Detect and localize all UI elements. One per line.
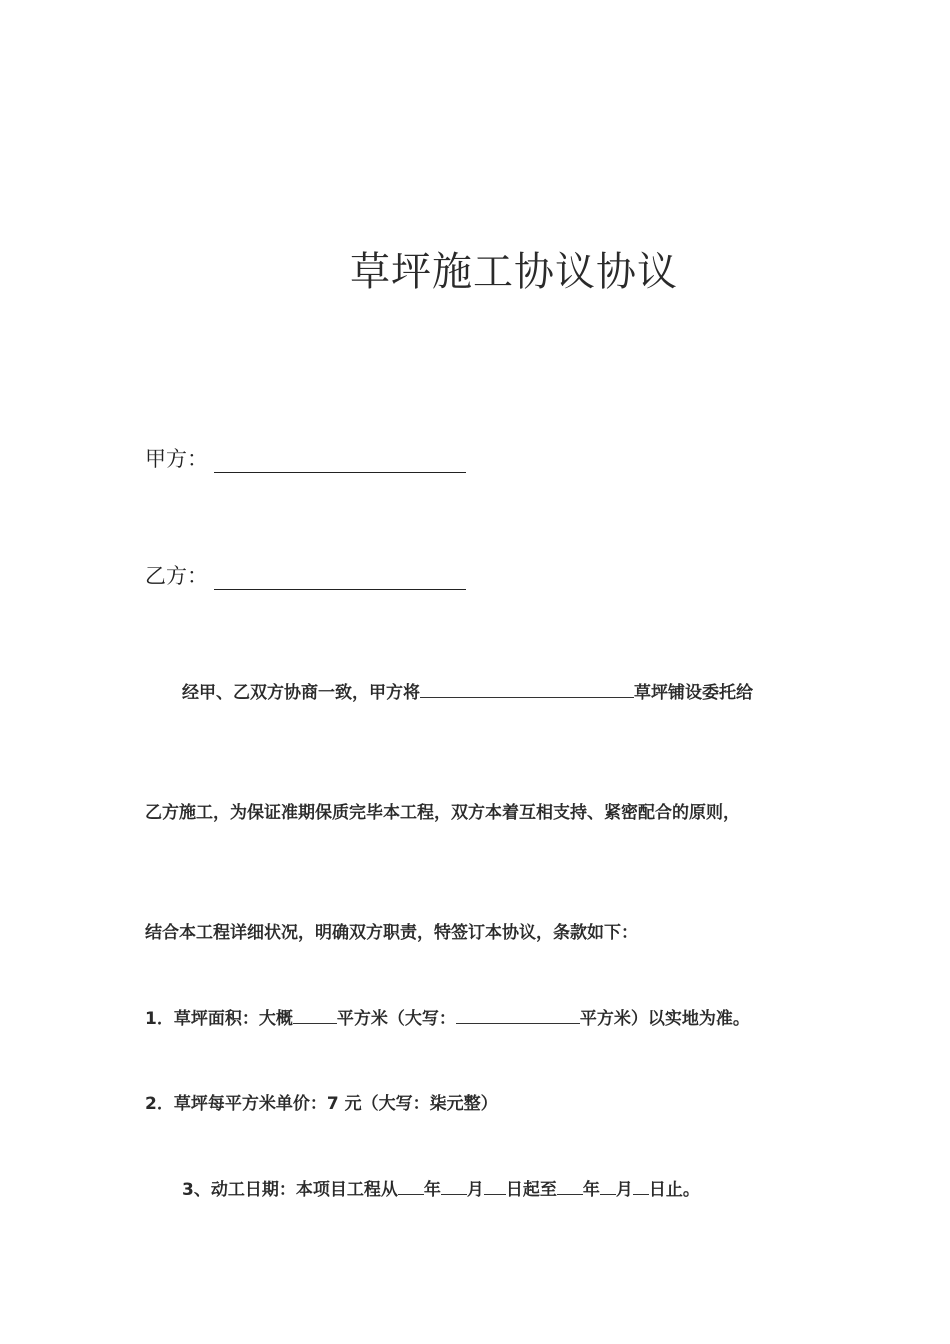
party-b-blank [214, 567, 466, 590]
clause-3-year2: 年 [582, 1180, 600, 1200]
intro-line-1 [182, 678, 753, 703]
party-a-label: 甲方： [145, 447, 208, 471]
start-year-blank [398, 1177, 424, 1195]
party-a-blank [214, 450, 466, 473]
clause-2: 2．草坪每平方米单价：7 元（大写：柒元整） [145, 1094, 498, 1114]
party-b-row [145, 560, 466, 590]
clause-3-prefix: 3、动工日期：本项目工程从 [182, 1180, 398, 1200]
start-day-blank [484, 1177, 506, 1195]
intro-line-1-before: 经甲、乙双方协商一致，甲方将 [182, 683, 420, 703]
intro-line-2: 乙方施工，为保证准期保质完毕本工程，双方本着互相支持、紧密配合的原则， [145, 803, 740, 823]
clause-3-year1: 年 [423, 1180, 441, 1200]
start-month-blank [441, 1177, 467, 1195]
clause-1-mid: 平方米（大写： [336, 1009, 456, 1029]
clause-3-day2: 日止。 [648, 1180, 700, 1200]
area-uppercase-blank [456, 1006, 580, 1024]
party-b-label: 乙方： [145, 564, 208, 588]
area-blank [293, 1006, 337, 1024]
clause-1-suffix: 平方米）以实地为准。 [579, 1009, 750, 1029]
intro-line-1-after: 草坪铺设委托给 [634, 683, 753, 703]
document-title: 草坪施工协议协议 [350, 249, 678, 295]
clause-3-day1: 日起至 [505, 1180, 557, 1200]
clause-1-prefix: 1．草坪面积：大概 [145, 1009, 293, 1029]
clause-3-month1: 月 [466, 1180, 484, 1200]
clause-3-month2: 月 [615, 1180, 633, 1200]
end-month-blank [600, 1177, 616, 1195]
clause-1 [145, 1004, 750, 1029]
end-year-blank [557, 1177, 583, 1195]
location-blank [420, 680, 634, 698]
end-day-blank [633, 1177, 649, 1195]
party-a-row [145, 443, 466, 473]
intro-line-3: 结合本工程详细状况，明确双方职责，特签订本协议，条款如下： [145, 923, 638, 943]
clause-3 [182, 1175, 700, 1200]
